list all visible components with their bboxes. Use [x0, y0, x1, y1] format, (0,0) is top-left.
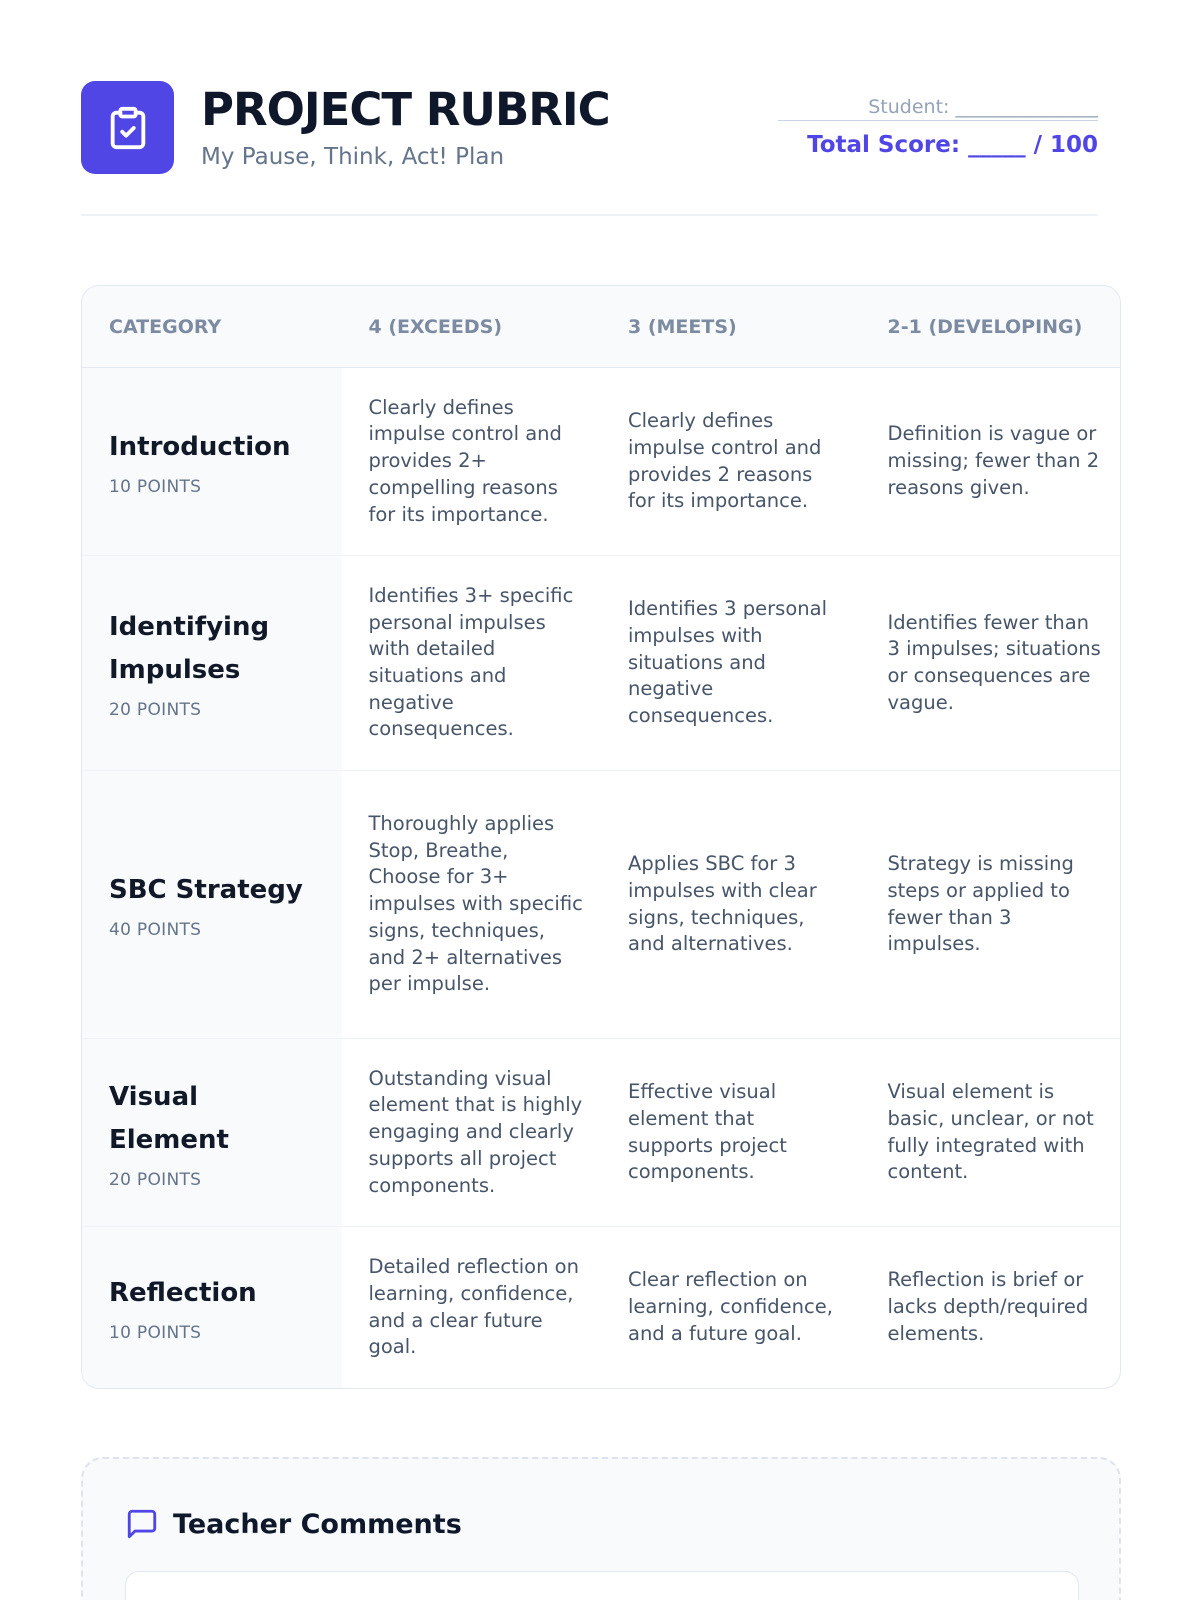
- message-square-icon: [125, 1507, 159, 1541]
- developing-criteria: Identifies fewer than 3 impulses; situations or consequences are vague.: [887, 610, 1101, 714]
- rubric-header-row: [82, 286, 1120, 368]
- category-name: Visual Element: [109, 1081, 229, 1155]
- clipboard-check-icon: [105, 103, 151, 153]
- exceeds-criteria: Identifies 3+ specific personal impulses with detailed situations and negative consequences.: [368, 583, 574, 741]
- meets-criteria: Clearly defines impulse control and provides 2 reasons for its importance.: [628, 409, 822, 513]
- exceeds-criteria: Outstanding visual element that is highly engaging and clearly supports all project components.: [368, 1066, 583, 1197]
- teacher-comments-header: [125, 1507, 462, 1541]
- teacher-comments-title: Teacher Comments: [173, 1508, 462, 1540]
- category-points: 20 POINTS: [109, 700, 202, 720]
- exceeds-criteria: Detailed reflection on learning, confidence, and a clear future goal.: [368, 1255, 579, 1359]
- developing-criteria: Strategy is missing steps or applied to fewer than 3 impulses.: [887, 852, 1074, 956]
- category-points: 40 POINTS: [109, 920, 202, 940]
- developing-criteria: Reflection is brief or lacks depth/required elements.: [887, 1268, 1089, 1345]
- rubric-row-reflection: [82, 1227, 1120, 1388]
- category-cell: [82, 771, 342, 1038]
- category-name: Identifying Impulses: [109, 612, 270, 685]
- column-header-meets: 3 (MEETS): [628, 315, 737, 338]
- total-score-label: Total Score: _____ / 100: [807, 132, 1098, 158]
- category-points: 20 POINTS: [109, 1169, 202, 1190]
- page-title: PROJECT RUBRIC: [201, 83, 610, 136]
- rubric-row-introduction: [82, 368, 1120, 556]
- rubric-row-sbc-strategy: [82, 771, 1120, 1039]
- category-cell: [82, 556, 342, 770]
- category-points: 10 POINTS: [109, 477, 202, 497]
- student-name-field: Student: _______________: [778, 94, 1098, 121]
- exceeds-criteria: Thoroughly applies Stop, Breathe, Choose for 3+ impulses with specific signs, techniques, and 2+ alternatives per impulse.: [368, 812, 583, 996]
- teacher-comments-section: [81, 1457, 1121, 1600]
- category-cell: [82, 368, 342, 555]
- rubric-table: [81, 285, 1121, 1389]
- rubric-row-identifying-impulses: [82, 556, 1120, 771]
- meets-criteria: Effective visual element that supports project components.: [628, 1080, 787, 1184]
- teacher-comments-textarea[interactable]: [125, 1571, 1079, 1600]
- column-header-category: CATEGORY: [109, 315, 222, 338]
- developing-criteria: Definition is vague or missing; fewer than 2 reasons given.: [887, 422, 1100, 499]
- meets-criteria: Clear reflection on learning, confidence, and a future goal.: [628, 1268, 833, 1345]
- category-name: Reflection: [109, 1278, 257, 1308]
- column-header-exceeds: 4 (EXCEEDS): [368, 315, 503, 338]
- page-subtitle: My Pause, Think, Act! Plan: [201, 144, 505, 170]
- logo-badge: [81, 81, 174, 174]
- exceeds-criteria: Clearly defines impulse control and provides 2+ compelling reasons for its importance.: [368, 395, 562, 526]
- category-points: 10 POINTS: [109, 1323, 202, 1343]
- category-name: SBC Strategy: [109, 875, 303, 905]
- category-name: Introduction: [109, 432, 291, 462]
- category-cell: [82, 1227, 342, 1388]
- developing-criteria: Visual element is basic, unclear, or not fully integrated with content.: [887, 1080, 1094, 1184]
- category-cell: [82, 1039, 342, 1226]
- meets-criteria: Identifies 3 personal impulses with situations and negative consequences.: [628, 597, 827, 728]
- page-header: [81, 0, 1098, 216]
- rubric-row-visual-element: [82, 1039, 1120, 1227]
- meets-criteria: Applies SBC for 3 impulses with clear signs, techniques, and alternatives.: [628, 852, 817, 956]
- column-header-developing: 2-1 (DEVELOPING): [887, 315, 1083, 338]
